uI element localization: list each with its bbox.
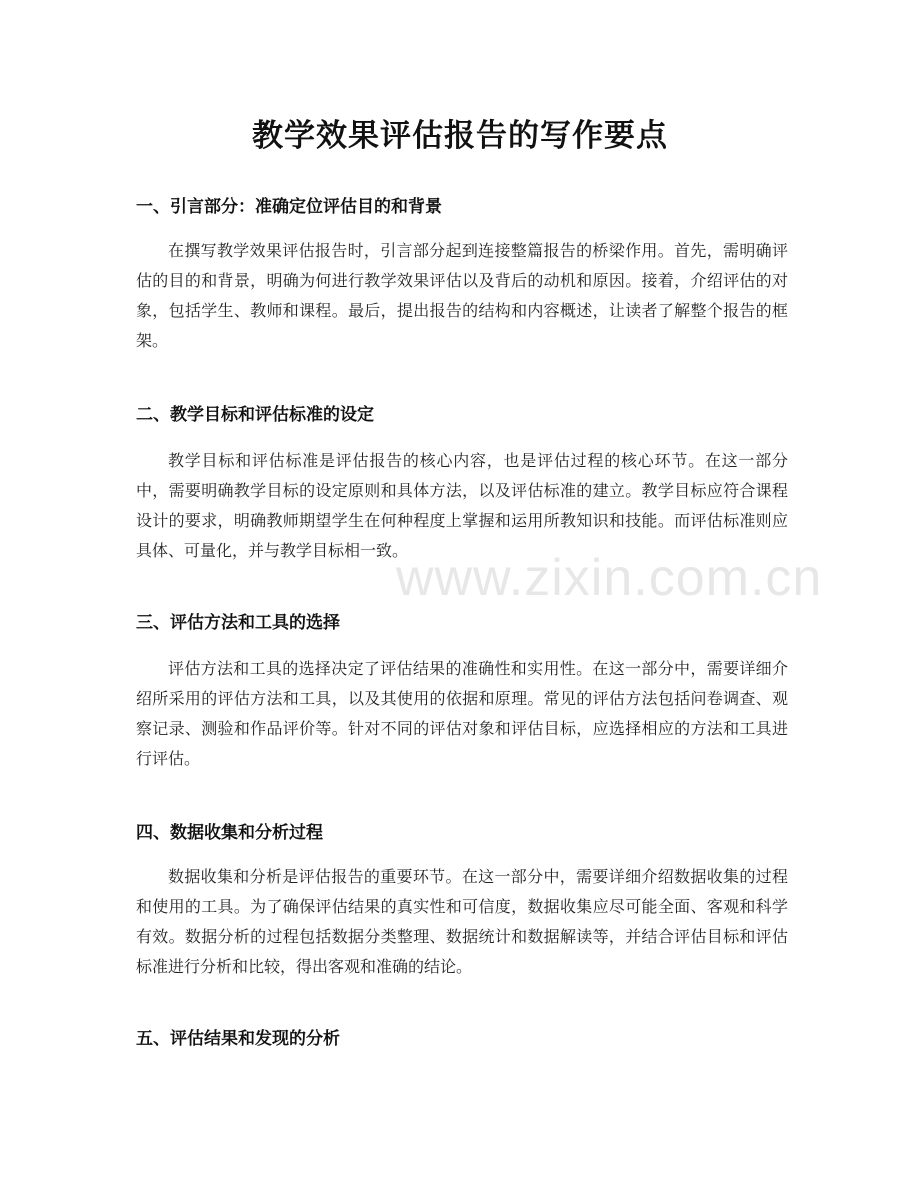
document-title: 教学效果评估报告的写作要点: [252, 118, 668, 154]
section-heading-2: 二、教学目标和评估标准的设定: [136, 405, 374, 425]
section-paragraph-3: 评估方法和工具的选择决定了评估结果的准确性和实用性。在这一部分中，需要详细介绍所采用的评估方法和工具，以及其使用的依据和原理。常见的评估方法包括问卷调查、观察记录、测验和作品评价等。针对不同的评估对象和评估目标，应选择相应的方法和工具进行评估。: [136, 659, 788, 768]
section-heading-5: 五、评估结果和发现的分析: [136, 1029, 340, 1049]
section-heading-3: 三、评估方法和工具的选择: [136, 613, 340, 633]
section-paragraph-2: 教学目标和评估标准是评估报告的核心内容，也是评估过程的核心环节。在这一部分中，需要明确教学目标的设定原则和具体方法，以及评估标准的建立。教学目标应符合课程设计的要求，明确教师期望学生在何种程度上掌握和运用所教知识和技能。而评估标准则应具体、可量化，并与教学目标相一致。: [136, 451, 788, 560]
section-heading-1: 一、引言部分：准确定位评估目的和背景: [136, 197, 442, 217]
watermark: www.zixin.com.cn: [396, 549, 823, 607]
section-paragraph-4: 数据收集和分析是评估报告的重要环节。在这一部分中，需要详细介绍数据收集的过程和使用的工具。为了确保评估结果的真实性和可信度，数据收集应尽可能全面、客观和科学有效。数据分析的过程包括数据分类整理、数据统计和数据解读等，并结合评估目标和评估标准进行分析和比较，得出客观和准确的结论。: [136, 867, 788, 976]
section-paragraph-1: 在撰写教学效果评估报告时，引言部分起到连接整篇报告的桥梁作用。首先，需明确评估的目的和背景，明确为何进行教学效果评估以及背后的动机和原因。接着，介绍评估的对象，包括学生、教师和课程。最后，提出报告的结构和内容概述，让读者了解整个报告的框架。: [136, 241, 788, 350]
section-heading-4: 四、数据收集和分析过程: [136, 823, 323, 843]
